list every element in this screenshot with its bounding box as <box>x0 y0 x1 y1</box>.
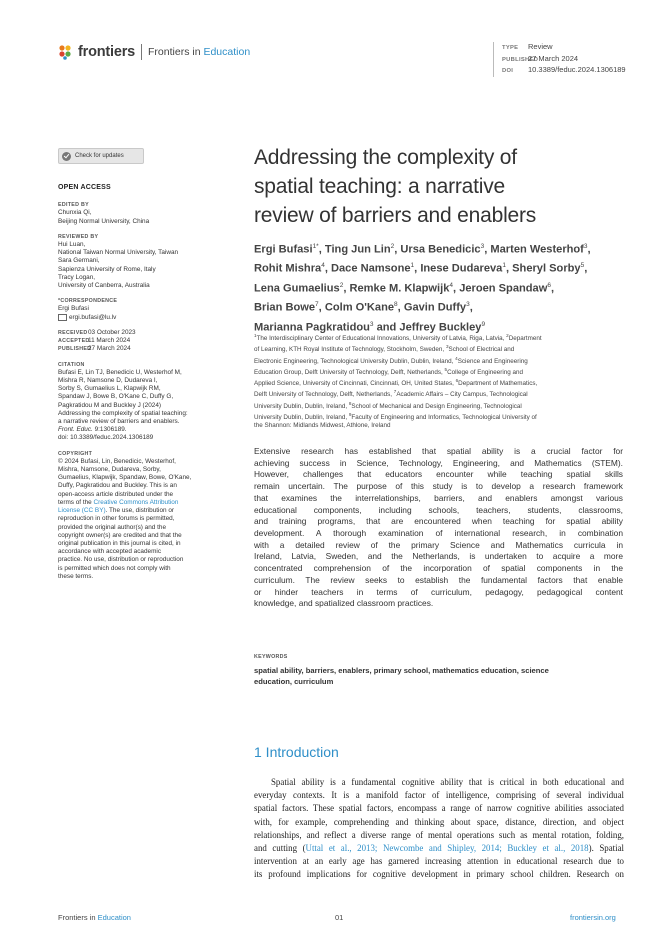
title-line: spatial teaching: a narrative <box>254 175 506 198</box>
abstract-line: and training programs, that are encountered when teaching for spatial ability <box>254 516 623 527</box>
copyright-line: original publication in this journal is cited, in <box>58 539 181 547</box>
author-name[interactable]: Gavin Duffy <box>403 301 467 314</box>
received-label: RECEIVED <box>58 330 88 337</box>
author-affiliation-marker: 3 <box>466 301 470 309</box>
body-line <box>254 868 624 881</box>
check-updates-label: Check for updates <box>75 153 124 159</box>
edited-by-label: EDITED BY <box>58 202 89 209</box>
body-text: everyday contexts. It is a manifold factor of intelligence, comprising of several individual <box>254 790 624 801</box>
reviewer-line: Sapienza University of Rome, Italy <box>58 265 156 273</box>
footer-site-link[interactable]: frontiersin.org <box>570 913 616 922</box>
body-line <box>254 855 624 868</box>
reviewer-line: Tracy Logan, <box>58 273 96 281</box>
author-affiliation-marker: 5 <box>580 262 585 270</box>
author-separator: , <box>318 301 325 314</box>
author-name[interactable]: Remke M. Klapwijk <box>349 282 450 295</box>
author-separator: , <box>550 282 555 295</box>
abstract-line: Ireland, Latvia, Sweden, and the Netherlands, is undertaken to acquire a more <box>254 551 623 562</box>
copyright-line: provided the original author(s) and the <box>58 523 166 531</box>
author-affiliation-marker: 7 <box>315 301 319 309</box>
body-line <box>254 842 624 855</box>
citation-label: CITATION <box>58 361 85 368</box>
correspondence-email[interactable]: ergi.bufasi@lu.lv <box>69 313 117 321</box>
author-name[interactable]: Ursa Benedicic <box>400 243 481 256</box>
author-affiliation-marker: 1 <box>410 262 415 270</box>
author-separator: , <box>453 282 460 295</box>
affiliation-line <box>254 388 629 399</box>
affiliations <box>254 332 629 431</box>
abstract-line: curriculum. The review seeks to establish the fundamental factors that enable <box>254 574 623 585</box>
editor-line: Beijing Normal University, China <box>58 217 150 225</box>
author-affiliation-marker: 9 <box>481 320 486 328</box>
cc-license-link-2[interactable]: License (CC BY) <box>58 507 106 515</box>
open-access-label: OPEN ACCESS <box>58 184 111 191</box>
reviewer-line: Sara Germani, <box>58 257 100 265</box>
affiliation-text: Electronic Engineering, Technological University Dublin, Dublin, Ireland, <box>254 357 456 365</box>
copyright-line: copyright owner(s) are credited and that the <box>58 531 182 539</box>
author-name[interactable]: Colm O'Kane <box>324 301 395 314</box>
title-line: review of barriers and enablers <box>254 204 537 227</box>
reviewer-line: Hui Luan, <box>58 241 86 249</box>
citation-text <box>58 369 223 426</box>
affiliation-number: 3 <box>445 344 449 350</box>
body-line <box>254 816 624 829</box>
author-affiliation-marker: 3 <box>583 243 588 250</box>
affiliation-number: 7 <box>393 389 397 395</box>
body-text: intervention at an early age has garnered increasing attention in educational research due to <box>254 856 624 867</box>
published-value-side: 27 March 2024 <box>88 345 131 353</box>
author-line <box>254 258 629 277</box>
affiliation-text: University Dublin, Dublin, Ireland, <box>254 402 349 410</box>
abstract-line: or hinder teachers in terms of curriculum, pedagogy, pedagogical content <box>254 586 623 597</box>
author-name[interactable]: Brian Bowe <box>254 301 316 314</box>
affiliation-number: 4 <box>455 355 458 361</box>
abstract-line: development. A thorough examination of international research, in combination <box>254 528 623 539</box>
copyright-line: reproduction in other forums is permitted, <box>58 515 175 523</box>
keywords <box>254 666 624 688</box>
keyword-line: education, curriculum <box>254 676 334 686</box>
email-icon <box>58 314 67 321</box>
abstract-line: with a detailed review of the primary Science and Mathematics curricula in <box>254 539 623 550</box>
check-for-updates-button[interactable] <box>58 148 144 164</box>
affiliation-text: Delft University of Technology, Delft, Netherlands, <box>254 391 394 399</box>
section-heading-introduction: 1 Introduction <box>254 744 339 760</box>
accepted-label: ACCEPTED <box>58 338 90 345</box>
author-separator: , <box>394 243 401 256</box>
type-label: TYPE <box>502 45 519 51</box>
copyright-line: accordance with accepted academic <box>58 548 162 556</box>
footer-journal <box>58 913 131 922</box>
body-line <box>254 789 624 802</box>
affiliation-text: School of Electrical and <box>448 346 515 354</box>
edited-by-list <box>58 209 223 225</box>
title-line: Addressing the complexity of <box>254 146 517 169</box>
copyright-line: Duffy, Pagkratidou and Buckley. This is an <box>58 482 177 490</box>
author-affiliation-marker: 1 <box>502 262 506 270</box>
body-text: and cutting ( <box>254 843 306 854</box>
affiliation-text: of Learning, KTH Royal Institute of Technology, Stockholm, Sweden, <box>254 346 446 354</box>
body-text: its profound implications for cognitive development in primary school children. Research on <box>254 869 624 880</box>
published-value: 27 March 2024 <box>528 53 579 63</box>
reviewer-line: National Taiwan Normal University, Taiwan <box>58 249 179 257</box>
footer-journal-name: Education <box>97 913 131 922</box>
affiliation-line <box>254 366 629 377</box>
published-label-side: PUBLISHED <box>58 346 92 353</box>
abstract-line: educational components, including schools, teachers, students, classrooms, <box>254 504 623 515</box>
citation-journal: Front. Educ. <box>58 426 93 434</box>
author-separator: , <box>469 301 473 314</box>
affiliation-line <box>254 343 629 354</box>
citation-link[interactable]: Uttal et al., 2013; Newcombe and Shipley, 2014; Buckley et al., 2018 <box>305 843 589 854</box>
author-name[interactable]: Sheryl Sorby <box>512 263 581 276</box>
author-separator: , <box>318 243 325 256</box>
cc-license-link[interactable]: Creative Commons Attribution <box>93 498 179 506</box>
author-line <box>254 297 629 316</box>
body-text: relationships, and reflect a diverse range of mental operations such as mental rotation, folding, <box>254 829 624 840</box>
body-text: ). Spatial <box>588 843 624 854</box>
author-separator: , <box>484 243 491 256</box>
author-line <box>254 278 629 297</box>
author-name[interactable]: Lena Gumaelius <box>254 282 340 295</box>
author-name[interactable]: Inese Dudareva <box>420 263 503 276</box>
page-number: 01 <box>335 913 344 922</box>
correspondence-label: *CORRESPONDENCE <box>58 298 118 305</box>
affiliation-text: University Dublin, Dublin, Ireland, <box>254 414 349 422</box>
correspondence-email-row[interactable] <box>58 314 223 322</box>
copyright-line: Mishra, Namsone, Dudareva, Sorby, <box>58 466 161 474</box>
author-affiliation-marker: 3 <box>480 243 485 250</box>
published-label: PUBLISHED <box>502 56 539 63</box>
author-affiliation-marker: 8 <box>394 301 398 309</box>
received-value: 03 October 2023 <box>88 329 136 337</box>
frontiers-logo[interactable] <box>58 42 250 62</box>
author-affiliation-marker: 3 <box>369 320 374 328</box>
author-separator: , <box>414 263 421 276</box>
abstract-line: Extensive research has established that spatial ability is a crucial factor for <box>254 446 623 456</box>
affiliation-text: Applied Science, University of Cincinnati, Cincinnati, OH, United States, <box>254 380 456 388</box>
check-updates-icon <box>62 152 71 161</box>
affiliation-number: 8 <box>348 400 352 406</box>
accepted-value: 11 March 2024 <box>88 337 131 345</box>
author-affiliation-marker: 6 <box>547 281 551 289</box>
affiliation-line <box>254 422 629 430</box>
copyright-line: is permitted which does not comply with <box>58 564 171 572</box>
author-separator: , <box>505 263 513 276</box>
affiliation-text: Department <box>508 335 542 343</box>
introduction-body <box>254 776 624 882</box>
author-separator: , <box>324 263 331 276</box>
editor-line: Chunxia Qi, <box>58 209 92 217</box>
reviewed-by-list <box>58 241 223 290</box>
affiliation-text: The Interdisciplinary Center of Educational Innovations, University of Latvia, Riga, Latvia, <box>256 335 507 343</box>
citation-line: Mishra R, Namsone D, Dudareva I, <box>58 377 158 385</box>
abstract-line: concentrated comprehension of the incorporation of spatial components in the <box>254 563 623 574</box>
copyright-after-link: . The use, distribution or <box>105 507 175 515</box>
author-name[interactable]: Rohit Mishra <box>254 263 322 276</box>
copyright-terms-prefix: terms of the <box>58 498 94 506</box>
copyright-label: COPYRIGHT <box>58 450 93 457</box>
sidebar <box>58 184 223 581</box>
citation-line: a narrative review of barriers and enablers. <box>58 418 180 426</box>
author-affiliation-marker: 2 <box>339 281 344 289</box>
reviewer-line: University of Canberra, Australia <box>58 282 150 290</box>
journal-prefix: Frontiers in <box>148 46 204 58</box>
copyright-line: open-access article distributed under the <box>58 490 174 498</box>
author-line <box>254 239 629 258</box>
body-line <box>254 776 624 789</box>
citation-journal-line <box>58 426 223 434</box>
copyright-terms-line <box>58 499 223 507</box>
copyright-text-2 <box>58 515 223 581</box>
abstract-line: remain uncertain. The purpose of this study is to develop a research framework <box>254 481 623 492</box>
author-affiliation-marker: 1* <box>312 243 319 250</box>
affiliation-text: School of Mechanical and Design Engineering, Technological <box>351 402 522 410</box>
affiliation-number: 2 <box>506 333 509 338</box>
affiliation-line <box>254 377 629 388</box>
author-name[interactable]: Jeroen Spandaw <box>459 282 548 295</box>
affiliation-number: 6 <box>455 378 459 384</box>
author-name[interactable]: Marianna Pagkratidou <box>254 321 370 334</box>
copyright-text <box>58 458 223 499</box>
citation-line: Addressing the complexity of spatial teaching: <box>58 409 188 417</box>
affiliation-line <box>254 332 629 343</box>
citation-doi[interactable]: doi: 10.3389/feduc.2024.1306189 <box>58 434 154 442</box>
abstract-line: that examines the interrelationships, barriers, and enablers amongst various <box>254 492 623 503</box>
body-text: Spatial ability is a fundamental cognitive ability that is critical in both educational and <box>271 777 624 787</box>
author-separator: , <box>584 263 588 276</box>
reviewed-by-label: REVIEWED BY <box>58 233 99 240</box>
abstract <box>254 446 623 610</box>
copyright-license-line <box>58 507 223 515</box>
type-value: Review <box>528 42 553 51</box>
body-text: with, for example, comprehending and thinking about space, distance, direction, and object <box>254 816 624 827</box>
author-name[interactable]: Marten Westerhof <box>490 243 584 256</box>
keyword-line: spatial ability, barriers, enablers, primary school, mathematics education, science <box>254 666 549 675</box>
citation-line: Sorby S, Gumaelius L, Klapwijk RM, <box>58 385 161 393</box>
affiliation-line <box>254 411 629 422</box>
copyright-line: practice. No use, distribution or reproduction <box>58 556 184 564</box>
abstract-line: knowledge, and spatialized classroom practices. <box>254 598 434 609</box>
author-affiliation-marker: 4 <box>449 281 454 289</box>
affiliation-number: 9 <box>348 412 352 418</box>
affiliation-number: 5 <box>444 366 448 372</box>
author-separator: , <box>397 301 404 314</box>
copyright-line: these terms. <box>58 572 94 580</box>
author-name[interactable]: Dace Namsone <box>330 263 411 276</box>
footer-journal-prefix: Frontiers in <box>58 913 98 922</box>
article-meta <box>493 42 626 77</box>
author-name[interactable]: Ergi Bufasi <box>254 243 313 256</box>
citation-line: Pagkratidou M and Buckley J (2024) <box>58 401 162 409</box>
author-affiliation-marker: 4 <box>321 262 325 270</box>
body-text: spatial factors. These spatial factors, encompass a range of narrow cognitive abilities associated <box>254 803 624 814</box>
copyright-line: Gumaelius, Klapwijk, Spandaw, Bowe, O'Kane, <box>58 474 192 482</box>
logo-wordmark: frontiers <box>78 44 136 60</box>
doi-value[interactable]: 10.3389/feduc.2024.1306189 <box>528 65 626 74</box>
author-separator: , <box>587 243 591 256</box>
article-title <box>254 143 614 230</box>
body-line <box>254 829 624 842</box>
keywords-label: KEYWORDS <box>254 654 288 660</box>
author-affiliation-marker: 2 <box>390 243 395 250</box>
body-line <box>254 802 624 815</box>
author-name[interactable]: Ting Jun Lin <box>324 243 391 256</box>
copyright-line: © 2024 Bufasi, Lin, Benedicic, Westerhof, <box>58 457 176 465</box>
author-list <box>254 239 629 336</box>
correspondence-name: Ergi Bufasi <box>58 305 89 313</box>
author-separator: and <box>373 321 400 334</box>
affiliation-text: Science and Engineering <box>457 357 528 365</box>
abstract-line: However, challenges that educators encounter while teaching spatial skills <box>254 469 623 480</box>
citation-line: Bufasi E, Lin TJ, Benedicic U, Westerhof M, <box>58 368 182 376</box>
frontiers-logo-icon <box>58 44 74 60</box>
affiliation-text: Academic Affairs – City Campus, Technological <box>396 391 528 399</box>
affiliation-line <box>254 355 629 366</box>
doi-label: DOI <box>502 68 514 74</box>
affiliation-number: 1 <box>254 333 257 338</box>
journal-name <box>148 46 250 58</box>
affiliation-text: the Shannon: Midlands Midwest, Athlone, Ireland <box>254 422 391 430</box>
author-separator: , <box>343 282 350 295</box>
affiliation-line <box>254 400 629 411</box>
journal-name-accent: Education <box>203 46 251 58</box>
affiliation-text: Education Group, Delft University of Technology, Delft, Netherlands, <box>254 368 445 376</box>
affiliation-text: Department of Mathematics, <box>458 380 538 388</box>
logo-separator <box>141 44 142 60</box>
author-name[interactable]: Jeffrey Buckley <box>399 321 482 334</box>
dates <box>58 329 223 354</box>
affiliation-text: College of Engineering and <box>447 368 524 376</box>
abstract-line: achieving success in Science, Technology, Engineering, and Mathematics (STEM). <box>254 457 623 468</box>
affiliation-text: Faculty of Engineering and Informatics, Technological University of <box>351 414 537 422</box>
citation-line: Spandaw J, Bowe B, O'Kane C, Duffy G, <box>58 393 174 401</box>
citation-volume: 9:1306189. <box>92 426 127 434</box>
